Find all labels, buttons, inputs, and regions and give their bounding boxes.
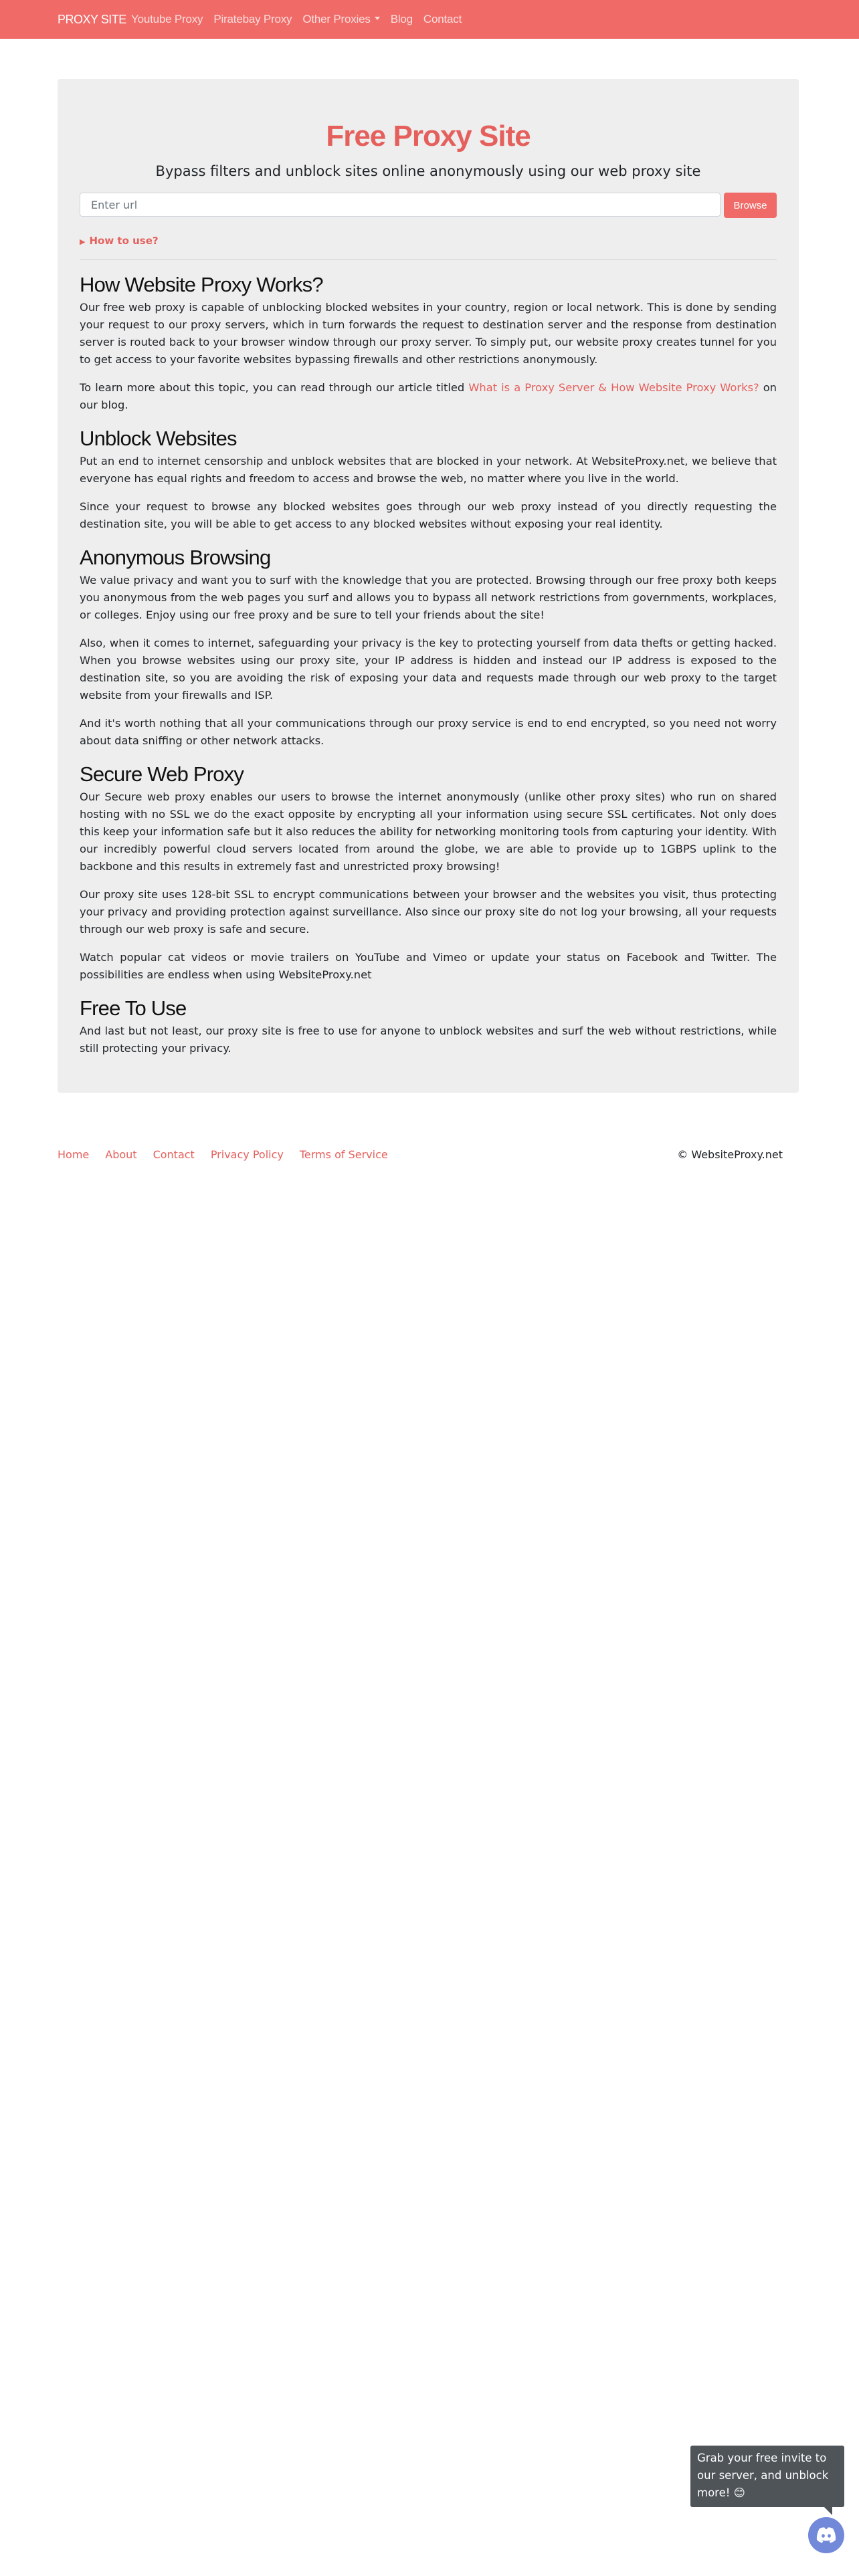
main-card bbox=[58, 79, 799, 1093]
main-card-content bbox=[80, 119, 777, 1068]
tooltip-arrow bbox=[824, 2507, 832, 2515]
paragraph: And it's worth nothing that all your communications through our proxy service is end to end encrypted, so you need not worry about data sniffing or other network attacks. bbox=[80, 717, 777, 747]
discord-chat-button[interactable] bbox=[808, 2517, 844, 2553]
section-heading-unblock: Unblock Websites bbox=[80, 427, 237, 450]
nav-dropdown-label: Other Proxies bbox=[302, 13, 371, 25]
nav-link-contact[interactable]: Contact bbox=[423, 13, 462, 25]
section-heading-free: Free To Use bbox=[80, 996, 187, 1020]
paragraph: Our Secure web proxy enables our users to browse the internet anonymously (unlike other proxy sites) who run on shared hosting with no SSL we do the exact opposite by encrypting all your information using secure SSL certificates. Not only does this keep your information safe but it also reduces the ability for networking monitoring tools from capturing your identity. With our incredibly powerful cloud servers located from around the globe, we are able to provide up to 1GBPS uplink to the backbone and this results in extremely fast and unrestricted proxy browsing! bbox=[80, 790, 777, 873]
paragraph: We value privacy and want you to surf with the knowledge that you are protected. Browsing through our free proxy both keeps you anonymous from the web pages you surf and allows you to bypass all network restrictions from governments, workplaces, or colleges. Enjoy using our free proxy and be sure to tell your friends about the site! bbox=[80, 574, 777, 621]
section-heading-secure: Secure Web Proxy bbox=[80, 762, 244, 786]
nav-dropdown-other-proxies[interactable] bbox=[302, 0, 379, 39]
how-to-use-label: How to use? bbox=[89, 235, 159, 247]
paragraph: Put an end to internet censorship and unblock websites that are blocked in your network. At WebsiteProxy.net, we believe that everyone has equal rights and freedom to access and browse the web, no matter where you live in the world. bbox=[80, 455, 777, 485]
navbar-links bbox=[131, 0, 472, 39]
footer bbox=[58, 1145, 799, 1165]
section-heading-how-works: How Website Proxy Works? bbox=[80, 273, 323, 296]
discord-icon bbox=[816, 2527, 837, 2544]
paragraph: And last but not least, our proxy site is free to use for anyone to unblock websites and surf the web without restrictions, while still protecting your privacy. bbox=[80, 1025, 777, 1055]
nav-link-blog[interactable]: Blog bbox=[390, 13, 413, 25]
divider bbox=[80, 259, 777, 260]
navbar-brand[interactable]: PROXY SITE bbox=[58, 13, 126, 26]
nav-link-piratebay-proxy[interactable]: Piratebay Proxy bbox=[213, 13, 292, 25]
chevron-down-icon bbox=[375, 17, 380, 20]
article-link[interactable]: What is a Proxy Server & How Website Proxy Works? bbox=[468, 381, 759, 394]
paragraph bbox=[80, 379, 777, 414]
paragraph-text: To learn more about this topic, you can read through our article titled bbox=[80, 381, 469, 394]
paragraph: Watch popular cat videos or movie trailers on YouTube and Vimeo or update your status on Facebook and Twitter. The possibilities are endless when using WebsiteProxy.net bbox=[80, 951, 777, 981]
paragraph: Also, when it comes to internet, safeguarding your privacy is the key to protecting yourself from data thefts or getting hacked. When you browse websites using our proxy site, your IP address is hidden and instead our IP address is exposed to the destination site, so you are avoiding the risk of exposing your data and requests made through our web proxy to the target website from your firewalls and ISP. bbox=[80, 637, 777, 702]
url-input[interactable] bbox=[80, 193, 721, 217]
page-subtitle: Bypass filters and unblock sites online anonymously using our web proxy site bbox=[155, 163, 701, 179]
chat-invite-tooltip: Grab your free invite to our server, and unblock more! 😊 bbox=[690, 2446, 844, 2507]
browse-button[interactable]: Browse bbox=[724, 193, 777, 218]
copyright: © WebsiteProxy.net bbox=[677, 1148, 783, 1161]
paragraph: Since your request to browse any blocked websites goes through our web proxy instead of you directly requesting the destination site, you will be able to get access to any blocked websites without exposing your real identity. bbox=[80, 500, 777, 530]
paragraph: Our free web proxy is capable of unblocking blocked websites in your country, region or local network. This is done by sending your request to our proxy servers, which in turn forwards the request to destination server and the response from destination server is routed back to your browser window through our proxy server. To simply put, our website proxy creates tunnel for you to get access to your favorite websites bypassing firewalls and other restrictions anonymously. bbox=[80, 301, 777, 366]
paragraph-text: on our blog. bbox=[80, 381, 777, 411]
footer-link-about[interactable]: About bbox=[105, 1148, 137, 1161]
caret-right-icon: ▶ bbox=[80, 237, 86, 246]
top-navbar bbox=[0, 0, 859, 39]
footer-link-privacy-policy[interactable]: Privacy Policy bbox=[210, 1148, 284, 1161]
footer-links bbox=[58, 1145, 404, 1165]
footer-link-terms-of-service[interactable]: Terms of Service bbox=[299, 1148, 388, 1161]
paragraph: Our proxy site uses 128-bit SSL to encrypt communications between your browser and the websites you visit, thus protecting your privacy and providing protection against surveillance. Also since our proxy site do not log your browsing, all your requests through our web proxy is safe and secure. bbox=[80, 888, 777, 936]
footer-link-contact[interactable]: Contact bbox=[153, 1148, 195, 1161]
how-to-use-toggle[interactable] bbox=[80, 234, 777, 247]
url-form bbox=[80, 193, 777, 219]
nav-link-youtube-proxy[interactable]: Youtube Proxy bbox=[131, 13, 203, 25]
footer-link-home[interactable]: Home bbox=[58, 1148, 90, 1161]
page-title: Free Proxy Site bbox=[326, 120, 531, 152]
section-heading-anonymous: Anonymous Browsing bbox=[80, 546, 271, 569]
